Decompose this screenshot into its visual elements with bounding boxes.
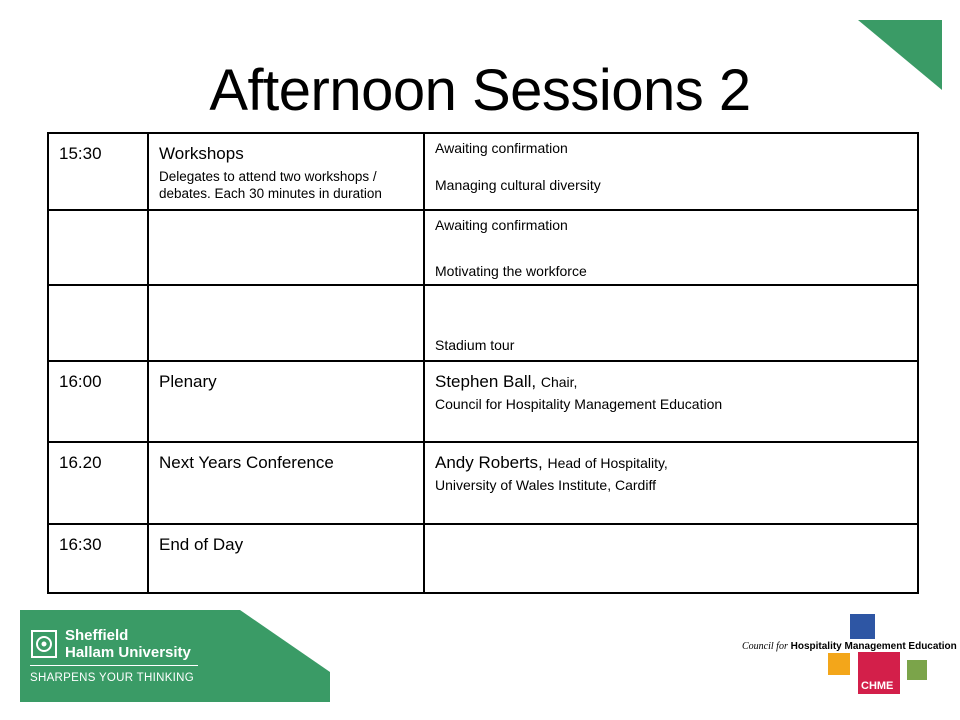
detail-cell	[424, 133, 918, 210]
table-row	[48, 285, 918, 361]
session-title: Workshops	[159, 144, 244, 163]
speaker-org: Council for Hospitality Management Education	[435, 396, 723, 412]
session-cell	[148, 133, 424, 210]
chme-abbr: CHME	[861, 680, 894, 692]
time-cell	[48, 442, 148, 524]
chme-green-square	[907, 660, 927, 680]
time-cell	[48, 133, 148, 210]
session-note: Delegates to attend two workshops / debates. Each 30 minutes in duration	[159, 169, 382, 201]
speaker-role: Head of Hospitality,	[547, 455, 668, 471]
chme-blue-square	[850, 614, 875, 639]
table-row	[48, 442, 918, 524]
speaker-line	[435, 372, 907, 392]
session-title: End of Day	[159, 535, 244, 554]
shu-emblem-icon	[31, 630, 57, 658]
status-text: Awaiting confirmation	[435, 217, 568, 233]
corner-triangle-decoration	[858, 20, 942, 90]
speaker-role: Chair,	[540, 374, 578, 390]
time-text: 15:30	[59, 144, 102, 163]
speaker-name: Stephen Ball,	[435, 372, 537, 391]
session-cell	[148, 524, 424, 593]
time-text: 16.20	[59, 453, 102, 472]
time-text: 16:00	[59, 372, 102, 391]
detail-cell	[424, 285, 918, 361]
shu-name-line1: Sheffield	[65, 627, 129, 644]
chme-prefix: Council for	[742, 641, 788, 652]
topic-text: Stadium tour	[435, 337, 515, 353]
chme-orange-square	[828, 653, 850, 675]
session-title: Next Years Conference	[159, 453, 334, 472]
table-row	[48, 524, 918, 593]
detail-cell	[424, 442, 918, 524]
status-text: Awaiting confirmation	[435, 140, 568, 156]
session-cell	[148, 285, 424, 361]
session-cell	[148, 210, 424, 285]
time-cell	[48, 361, 148, 442]
session-title: Plenary	[159, 372, 217, 391]
time-cell	[48, 210, 148, 285]
speaker-line	[435, 453, 907, 473]
topic-text: Motivating the workforce	[435, 263, 587, 279]
time-text: 16:30	[59, 535, 102, 554]
table-row	[48, 133, 918, 210]
detail-cell	[424, 361, 918, 442]
detail-cell	[424, 210, 918, 285]
shu-name-line2: Hallam University	[65, 644, 191, 661]
slide-title: Afternoon Sessions 2	[209, 58, 751, 123]
time-cell	[48, 285, 148, 361]
chme-name: Hospitality Management Education	[790, 641, 957, 652]
agenda-table	[47, 132, 919, 594]
table-row	[48, 210, 918, 285]
shu-tagline: SHARPENS YOUR THINKING	[30, 672, 195, 684]
session-cell	[148, 361, 424, 442]
speaker-name: Andy Roberts,	[435, 453, 543, 472]
topic-text: Managing cultural diversity	[435, 177, 601, 193]
speaker-org: University of Wales Institute, Cardiff	[435, 477, 656, 493]
time-cell	[48, 524, 148, 593]
table-row	[48, 361, 918, 442]
chme-wordmark	[742, 641, 957, 652]
shu-divider	[30, 665, 198, 666]
detail-cell	[424, 524, 918, 593]
session-cell	[148, 442, 424, 524]
